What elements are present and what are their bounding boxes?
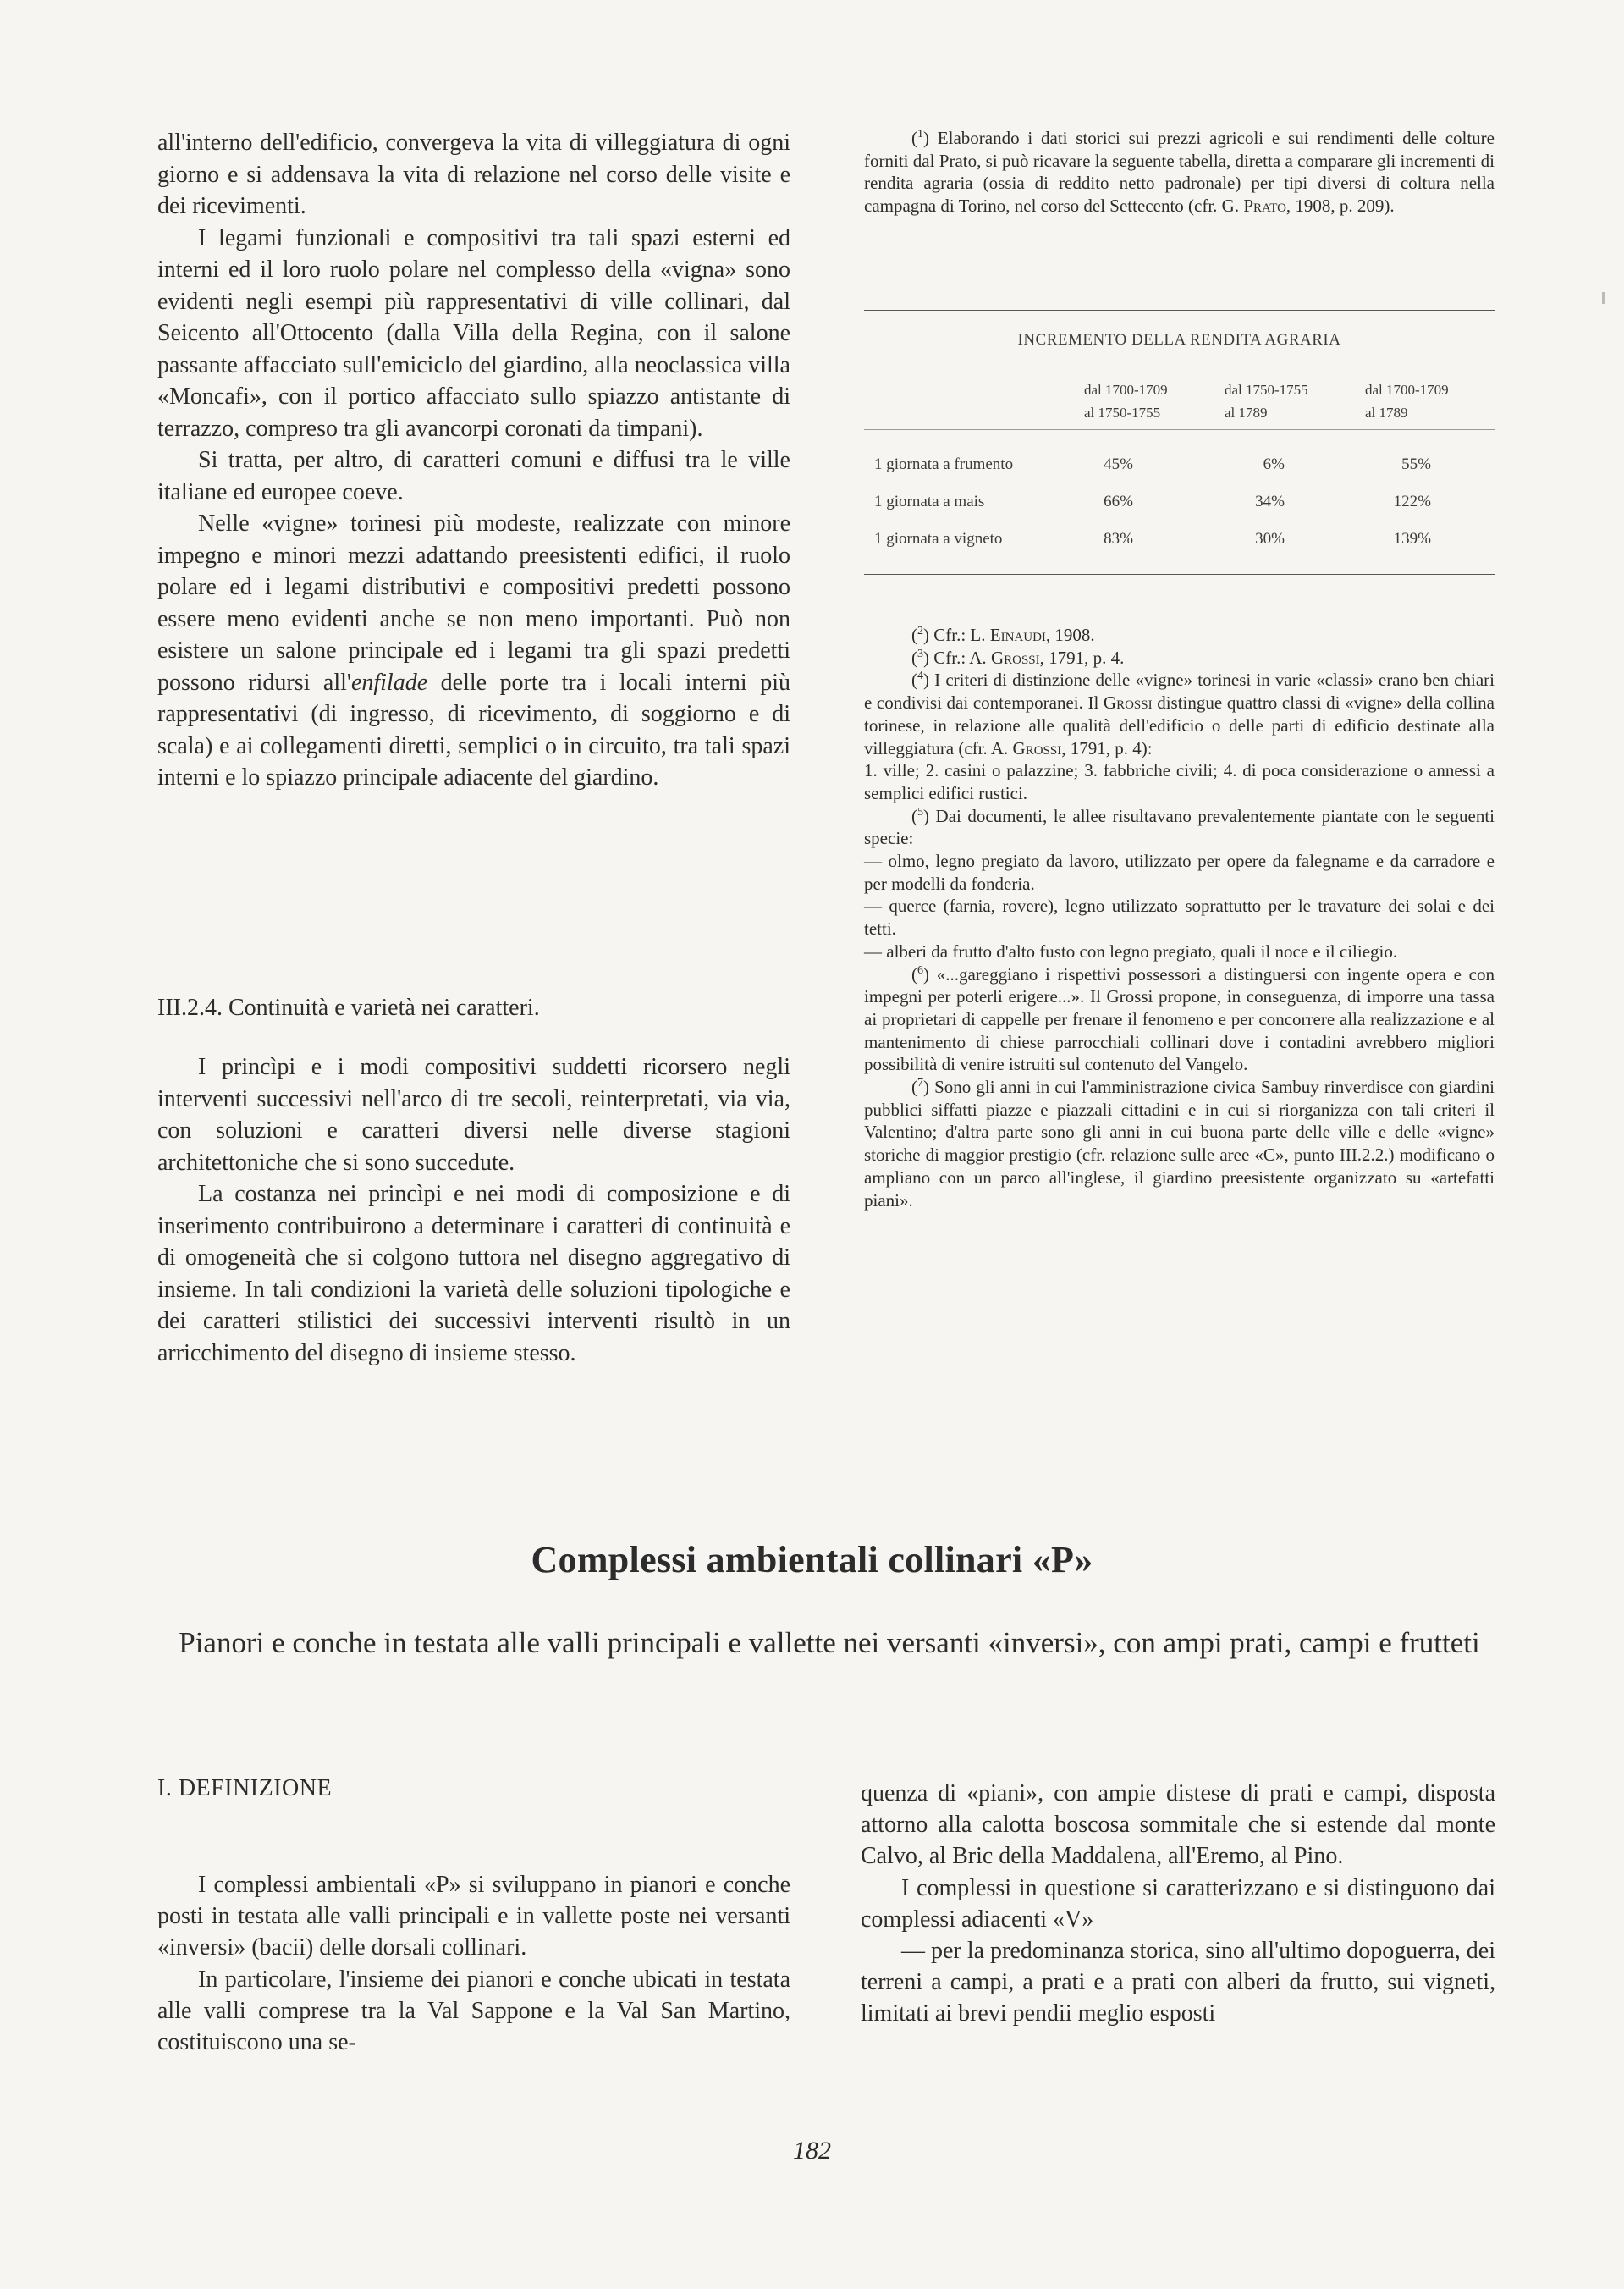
paragraph: all'interno dell'edificio, convergeva la vita di villeggiatura di ogni giorno e si addensava la vita di relazione nel corso delle visite e dei ricevimenti. xyxy=(157,130,790,219)
footnote-number: 4 xyxy=(917,670,923,683)
table-bottom-rule xyxy=(864,574,1495,575)
text-run: Sono gli anni in cui l'amministrazione civica Sambuy rinverdisce con giardini pubblici siffatti piazze e piazzali cittadini e in cui si riorganizza con tali criteri il Valentino; d'altra parte sono gli anni in cui buona parte delle ville e delle «vigne» storiche di maggior prestigio (cfr. relazione sulle aree «C», punto III.2.2.) modificano o ampliano con un parco all'inglese, il giardino preesistente organizzato su «artefatti piani». xyxy=(864,1077,1495,1211)
footnote-5-item: — alberi da frutto d'alto fusto con legno pregiato, quali il noce e il ciliegio. xyxy=(864,940,1398,962)
rent-increment-table xyxy=(864,310,1495,575)
text-run: I criteri di distinzione delle «vigne» torinesi in varie «classi» erano ben chiari e condivisi dai contemporanei. Il xyxy=(864,670,1495,714)
text-run: Nelle «vigne» torinesi più modeste, realizzate con minore impegno e minori mezzi adattando preesistenti edifici, il ruolo polare ed i legami distributivi e compositivi predetti possono essere meno evidenti anche se non meno importanti. Può non esistere un salone principale ed i legami tra gli spazi predetti possono ridursi all' xyxy=(157,510,790,696)
paragraph: La costanza nei princìpi e nei modi di composizione e di inserimento contribuirono a determinare i caratteri di continuità e di omogeneità che si colgono tuttora nel disegno aggregativo di insieme. In tali condizioni la varietà delle soluzioni tipologiche e dei caratteri stilistici dei successivi interventi risultò in un arricchimento del disegno di insieme stesso. xyxy=(157,1181,790,1366)
table-row xyxy=(864,493,1495,518)
table-cell: 45% xyxy=(1104,455,1133,473)
table-title: INCREMENTO DELLA RENDITA AGRARIA xyxy=(1017,331,1341,349)
table-header xyxy=(864,378,1495,429)
paragraph: In particolare, l'insieme dei pianori e conche ubicati in testata alle valli comprese tra la Val Sappone e la Val San Martino, costituiscono una se- xyxy=(157,1966,790,2056)
table-row xyxy=(864,530,1495,555)
author-name: Grossi xyxy=(1012,737,1062,758)
column-header-line: dal 1750-1755 xyxy=(1225,382,1308,398)
footnote-number: 2 xyxy=(917,625,923,637)
table-cell: 83% xyxy=(1104,530,1133,548)
author-name: Grossi xyxy=(1103,692,1153,714)
column-header-line: al 1789 xyxy=(1225,405,1268,421)
chapter-heading: I. DEFINIZIONE xyxy=(157,1775,333,1801)
column-header xyxy=(1225,378,1308,424)
paragraph: quenza di «piani», con ampie distese di prati e campi, disposta attorno alla calotta boscosa sommitale che si estende dal monte Calvo, al Bric della Maddalena, all'Eremo, al Pino. xyxy=(861,1780,1495,1870)
italic-term: enfilade xyxy=(350,669,428,696)
column-header xyxy=(1365,378,1449,424)
footnote-5-item: — querce (farnia, rovere), legno utilizzato soprattutto per le travature dei solai e dei tetti. xyxy=(864,896,1495,940)
text-run: delle porte tra i locali interni più rappresentativi (di ingresso, di ricevimento, di soggiorno e di scala) e ai collegamenti diretti, semplici o in circuito, tra tali spazi interni e lo spiazzo principale adiacente del giardino. xyxy=(157,669,790,791)
paragraph: Si tratta, per altro, di caratteri comuni e diffusi tra le ville italiane ed europee coeve. xyxy=(157,447,790,505)
footnote-5-item: — olmo, legno pregiato da lavoro, utilizzato per opere da falegname e da carradore e per modelli da fonderia. xyxy=(864,851,1495,894)
paragraph: I complessi in questione si caratterizzano e si distinguono dai complessi adiacenti «V» xyxy=(861,1874,1495,1933)
section-subtitle: Pianori e conche in testata alle valli principali e vallette nei versanti «inversi», con ampi prati, campi e frutteti xyxy=(179,1626,1480,1659)
text-run: Cfr.: A. xyxy=(933,647,991,668)
text-run: «...gareggiano i rispettivi possessori a distinguersi con ingente opera e con impegni per poterli erigere...». Il Grossi propone, in conseguenza, di imporre una tassa ai proprietari di cappelle per frenare il fenomeno e per concorrere alla realizzazione e al mantenimento di chiese parrocchiali collinari dove i contadini avrebbero migliori possibilità di venire istruiti sul contenuto del Vangelo. xyxy=(864,963,1495,1075)
table-cell: 30% xyxy=(1255,530,1285,548)
row-label: 1 giornata a frumento xyxy=(874,455,1014,473)
scan-speck xyxy=(1602,292,1605,304)
paragraph xyxy=(157,508,790,794)
footnote-3: ($^3$) Cfr.: A. Grossi, 1791, p. 4. xyxy=(911,647,1125,668)
footnote-text: ($^1$) Elaborando i dati storici sui prezzi agricoli e sui rendimenti delle colture forniti dal Prato, si può ricavare la seguente tabella, diretta a comparare gli incrementi di rendita agraria (ossia di reddito netto padronale) per tipi diversi di coltura nella campagna di Torino, nel corso del Settecento (cfr. G. Prato, 1908, p. 209). xyxy=(864,128,1495,216)
footnote-6: ($^6$) «...gareggiano i rispettivi possessori a distinguersi con ingente opera e con impegni per poterli erigere...». Il Grossi propone, in conseguenza, di imporre una tassa ai proprietari di cappelle per frenare il fenomeno e per concorrere alla realizzazione e al mantenimento di chiese parrocchiali collinari dove i contadini avrebbero migliori possibilità di venire istruiti sul contenuto del Vangelo. xyxy=(864,963,1495,1075)
body-column-mid-left xyxy=(157,1051,790,1369)
table-cell: 66% xyxy=(1104,493,1133,510)
table-cell: 6% xyxy=(1263,455,1285,473)
footnote-number: 6 xyxy=(917,963,923,977)
text-run: Dai documenti, le allee risultavano prevalentemente piantate con le seguenti specie: xyxy=(864,805,1495,849)
footnote-4: ($^4$) I criteri di distinzione delle «vigne» torinesi in varie «classi» erano ben chiari e condivisi dai contemporanei. Il Grossi distingue quattro classi di «vigne» della collina torinese, in relazione alle qualità dell'edificio o delle parti di edificio destinate alla villeggiatura (cfr. A. Grossi, 1791, p. 4): xyxy=(864,670,1495,758)
footnote-number: 5 xyxy=(917,805,923,819)
body-column-bottom-left xyxy=(157,1869,790,2058)
footnotes-2-7 xyxy=(864,624,1495,1211)
text-run: , 1791, p. 4): xyxy=(1061,737,1153,758)
table-cell: 122% xyxy=(1393,493,1431,510)
footnote-7: ($^7$) Sono gli anni in cui l'amministrazione civica Sambuy rinverdisce con giardini pubblici siffatti piazze e piazzali cittadini e in cui si riorganizza con tali criteri il Valentino; d'altra parte sono gli anni in cui buona parte delle ville e delle «vigne» storiche di maggior prestigio (cfr. relazione sulle aree «C», punto III.2.2.) modificano o ampliano con un parco all'inglese, il giardino preesistente organizzato su «artefatti piani». xyxy=(864,1077,1495,1211)
text-run: Cfr.: L. xyxy=(933,625,990,645)
row-label: 1 giornata a mais xyxy=(874,493,985,510)
table-cell: 34% xyxy=(1255,493,1285,510)
paragraph: — per la predominanza storica, sino all'ultimo dopoguerra, dei terreni a campi, a prati e a prati con alberi da frutto, sui vigneti, limitati ai brevi pendii meglio esposti xyxy=(861,1938,1495,2027)
column-header-line: al 1789 xyxy=(1365,405,1408,421)
footnote-number: 1 xyxy=(917,128,923,141)
text-run: , 1791, p. 4. xyxy=(1039,647,1125,668)
column-header xyxy=(1084,378,1168,424)
footnote-1 xyxy=(864,127,1495,217)
page-number: 182 xyxy=(793,2137,831,2165)
author-name: Prato xyxy=(1243,195,1286,216)
body-column-bottom-right xyxy=(861,1778,1495,2030)
paragraph: I princìpi e i modi compositivi suddetti ricorsero negli interventi successivi nell'arco di tre secoli, reinterpretati, via via, con soluzioni e caratteri diversi nelle diverse stagioni architettoniche che si sono succedute. xyxy=(157,1054,790,1176)
author-name: Einaudi xyxy=(989,625,1046,645)
table-row xyxy=(864,455,1495,481)
table-cell: 55% xyxy=(1401,455,1431,473)
column-header-line: dal 1700-1709 xyxy=(1365,382,1449,398)
paragraph: I legami funzionali e compositivi tra tali spazi esterni ed interni ed il loro ruolo polare nel complesso della «vigna» sono evidenti negli esempi più rappresentativi di ville collinari, dal Seicento all'Ottocento (dalla Villa della Regina, con il salone passante affacciato sull'emiciclo del giardino, alla neoclassica villa «Moncafi», con il portico affacciato sullo spiazzo antistante di terrazzo, compreso tra gli avancorpi coronati da timpani). xyxy=(157,224,790,442)
row-label: 1 giornata a vigneto xyxy=(874,530,1003,548)
footnote-5: ($^5$) Dai documenti, le allee risultavano prevalentemente piantate con le seguenti specie: xyxy=(864,805,1495,849)
subsection-heading: III.2.4. Continuità e varietà nei caratteri. xyxy=(157,995,540,1021)
section-title: Complessi ambientali collinari «P» xyxy=(531,1539,1093,1580)
footnote-4-list: 1. ville; 2. casini o palazzine; 3. fabbriche civili; 4. di poca considerazione o annessi a semplici edifici rustici. xyxy=(864,760,1495,803)
text-run: , 1908. xyxy=(1045,625,1095,645)
text-run: Elaborando i dati storici sui prezzi agricoli e sui rendimenti delle colture forniti dal Prato, si può ricavare la seguente tabella, diretta a comparare gli incrementi di rendita agraria (ossia di reddito netto padronale) per tipi diversi di coltura nella campagna di Torino, nel corso del Settecento (cfr. G. xyxy=(864,128,1495,216)
body-column-top-left xyxy=(157,127,790,794)
text-run: , 1908, p. 209). xyxy=(1285,195,1395,216)
footnote-2: ($^2$) Cfr.: L. Einaudi, 1908. xyxy=(911,625,1095,645)
table-cell: 139% xyxy=(1393,530,1431,548)
author-name: Grossi xyxy=(990,647,1040,668)
column-header-line: dal 1700-1709 xyxy=(1084,382,1168,398)
text-run: distingue quattro classi di «vigne» della collina torinese, in relazione alle qualità dell'edificio o delle parti di edificio destinate alla villeggiatura (cfr. A. xyxy=(864,692,1495,758)
table-mid-rule xyxy=(864,429,1495,430)
column-header-line: al 1750-1755 xyxy=(1084,405,1161,421)
table-top-rule xyxy=(864,310,1495,311)
footnote-number: 3 xyxy=(917,647,923,660)
footnote-number: 7 xyxy=(917,1077,923,1090)
table-body xyxy=(864,455,1495,574)
paragraph: I complessi ambientali «P» si sviluppano in pianori e conche posti in testata alle valli principali e in vallette poste nei versanti «inversi» (bacii) delle dorsali collinari. xyxy=(157,1872,790,1961)
